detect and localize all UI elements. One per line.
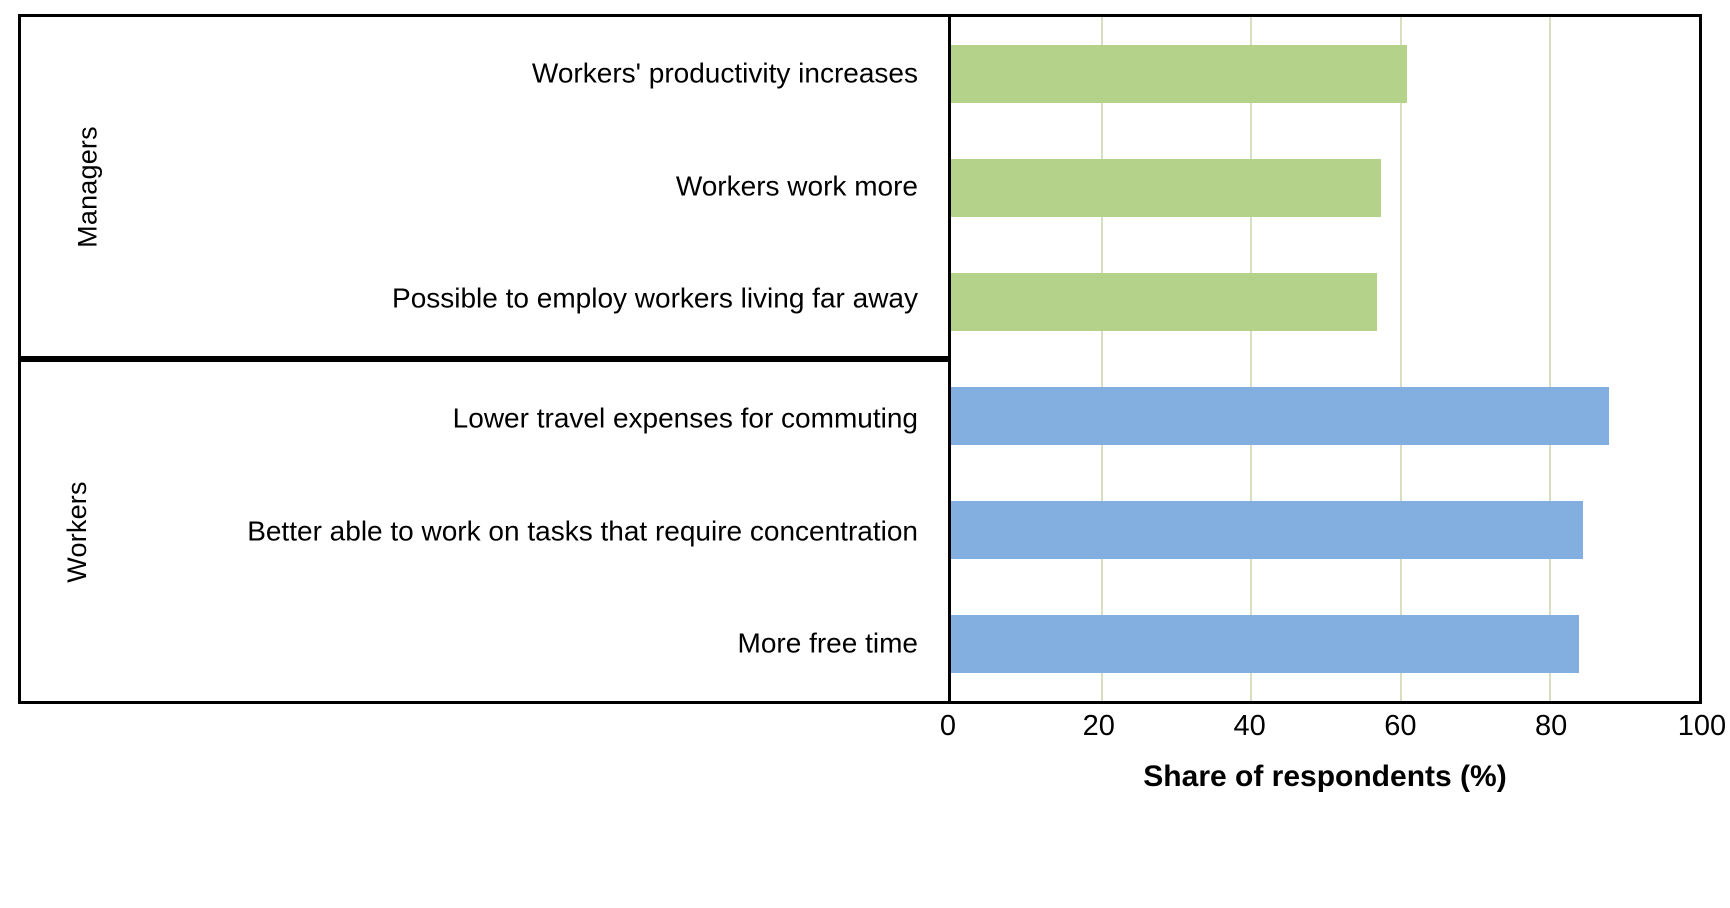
- category-label: Workers' productivity increases: [531, 57, 918, 89]
- group-managers-categories: [61, 17, 932, 356]
- bar: [951, 501, 1583, 559]
- category-label: Better able to work on tasks that require concentration: [247, 515, 918, 547]
- group-workers-categories: [61, 362, 932, 701]
- bar: [951, 387, 1609, 445]
- bar: [951, 273, 1377, 331]
- group-workers: [18, 359, 948, 704]
- group-label-managers: Managers: [72, 125, 103, 248]
- x-tick-label: 80: [1535, 710, 1568, 742]
- plot-area: [948, 14, 1702, 704]
- category-label: Lower travel expenses for commuting: [452, 402, 918, 434]
- bar: [951, 45, 1407, 103]
- x-tick-label: 20: [1082, 710, 1115, 742]
- group-managers: [18, 14, 948, 359]
- x-axis-ticks: [939, 710, 1727, 754]
- gridline: [1250, 17, 1252, 701]
- bar: [951, 159, 1381, 217]
- x-tick-label: 60: [1384, 710, 1417, 742]
- x-tick-label: 0: [939, 710, 957, 742]
- category-label: Possible to employ workers living far away: [392, 282, 918, 314]
- category-axis-panel: [18, 14, 948, 704]
- x-tick-label: 100: [1677, 710, 1727, 742]
- x-tick-label: 40: [1233, 710, 1266, 742]
- group-label-workers: Workers: [62, 480, 93, 583]
- category-label: More free time: [737, 627, 918, 659]
- gridline: [1101, 17, 1103, 701]
- bar: [951, 615, 1579, 673]
- gridline: [1400, 17, 1402, 701]
- plot-inner: [951, 17, 1699, 701]
- gridline: [1549, 17, 1551, 701]
- x-axis-title: Share of respondents (%): [1143, 760, 1507, 793]
- category-label: Workers work more: [675, 170, 918, 202]
